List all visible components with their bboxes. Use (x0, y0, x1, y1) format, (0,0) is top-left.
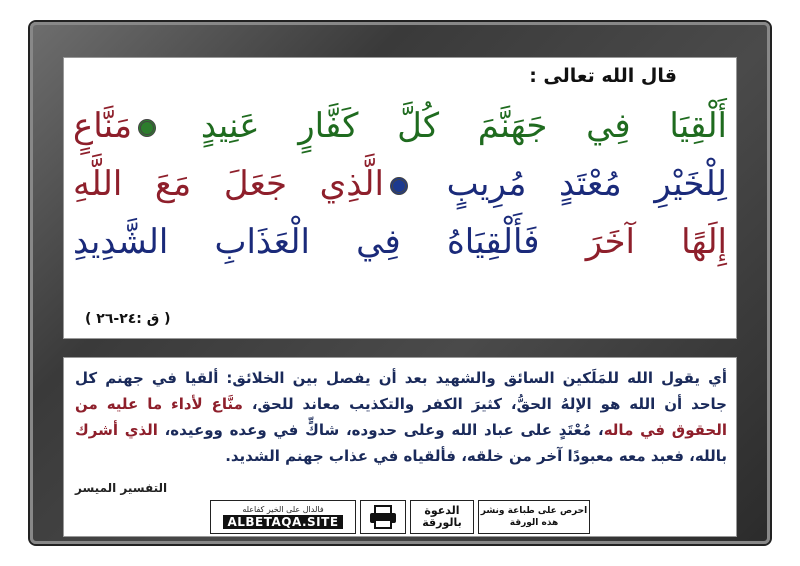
ayah-line (73, 213, 727, 271)
ayah-segment: لِلْخَيْرِ مُعْتَدٍ مُرِيبٍ (446, 164, 727, 204)
ayah-lines (73, 97, 727, 271)
tafsir-segment: ، مُعْتَدٍ على عباد الله وعلى حدوده، شاكٍّ في وعده ووعيده، (157, 421, 604, 439)
ayah-segment: إِلَهًا آخَرَ (585, 222, 727, 262)
printer-icon-box (360, 500, 406, 534)
logo-text: الدعوة بالورقة (422, 504, 462, 529)
verse-panel (63, 57, 737, 339)
tafsir-source: التفسير الميسر (75, 481, 168, 495)
note-text: احرص على طباعة ونشر هذه الورقة (480, 506, 588, 528)
ayah-line (73, 97, 727, 155)
ayah-segment: فَأَلْقِيَاهُ فِي الْعَذَابِ الشَّدِيدِ (73, 222, 540, 262)
verse-intro: قال الله تعالى : (529, 65, 677, 87)
tafsir-highlight: الذي أشرك (75, 421, 158, 439)
tafsir-highlight: منَّاع لأداء ما عليه من الحقوق في ماله (75, 395, 727, 439)
note-box (478, 500, 590, 534)
verse-reference: ( ق :٢٤-٢٦ ) (85, 311, 171, 327)
ayah-line (73, 155, 727, 213)
ayah-segment: أَلْقِيَا فِي جَهَنَّمَ كُلَّ كَفَّارٍ عَنِيدٍ (200, 106, 728, 146)
site-tagline: فالدال على الخير كفاعله (242, 505, 324, 514)
footer-bar (210, 500, 590, 536)
ayah-end-marker-icon (390, 177, 408, 195)
printer-icon (368, 505, 398, 529)
site-box (210, 500, 356, 534)
tafsir-segment: أي يقول الله للمَلَكين السائق والشهيد بعد أن يفصل بين الخلائق: ألقيا في جهنم كل جاحد أن الله هو الإلهُ الحقُّ، كثيرَ الكفر والتكذيب معاند للحق، (75, 369, 727, 413)
ayah-segment: مَنَّاعٍ (73, 106, 133, 146)
tafsir-segment: بالله، فعبد معه معبودًا آخر من خلقه، فألقياه في عذاب جهنم الشديد. (225, 447, 727, 465)
tafsir-text (75, 365, 727, 469)
logo-box (410, 500, 474, 534)
site-url: ALBETAQA.SITE (223, 515, 342, 529)
ayah-end-marker-icon (138, 119, 156, 137)
ayah-segment: الَّذِي جَعَلَ مَعَ اللَّهِ (73, 164, 384, 204)
